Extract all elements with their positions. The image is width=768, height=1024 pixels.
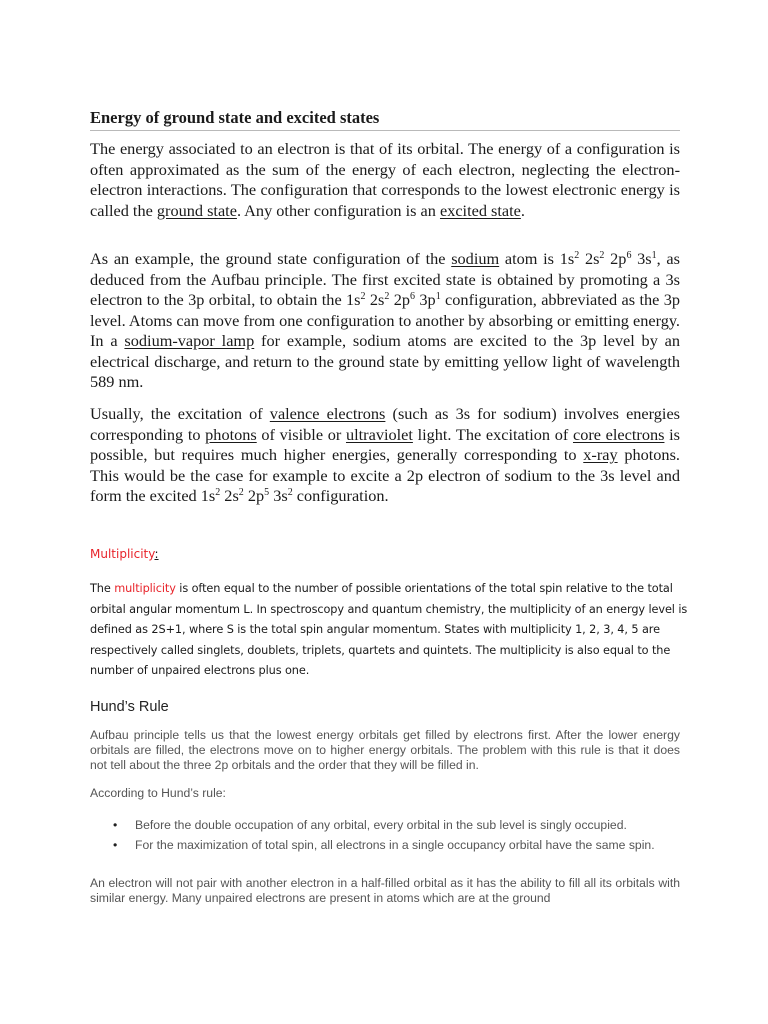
multiplicity-highlight: multiplicity — [114, 582, 176, 595]
section-heading-hunds-rule: Hund’s Rule — [90, 699, 169, 715]
link-excited-state[interactable]: excited state — [439, 200, 521, 220]
multiplicity-heading-word: Multiplicity — [90, 547, 155, 561]
bullet-icon: • — [113, 837, 118, 852]
link-sodium-vapor-lamp[interactable]: sodium-vapor lamp — [124, 331, 255, 350]
section-heading-energy: Energy of ground state and excited states — [90, 108, 680, 131]
link-core-electrons[interactable]: core electrons — [572, 424, 665, 444]
hunds-rule-list — [113, 818, 673, 858]
paragraph-energy-intro: The energy associated to an electron is that of its orbital. The energy of a configuration is often approximated as the sum of the energy of each electron, neglecting the electron-electron interactions. The configuration that corresponds to the lowest electronic energy is called the ground state. Any other configuration is an excited state. — [90, 139, 680, 220]
paragraph-multiplicity: The multiplicity is often equal to the number of possible orientations of the total spin relative to the total orbital angular momentum L. In spectroscopy and quantum chemistry, the multiplicity of an energy level is defined as 2S+1, where S is the total spin angular momentum. States with multiplicity 1, 2, 3, 4, 5 are respectively called singlets, doublets, triplets, quartets and quintets. The multiplicity is also equal to the number of unpaired electrons plus one. — [90, 582, 688, 677]
multiplicity-heading-colon: : — [154, 547, 159, 561]
link-sodium[interactable]: sodium — [451, 249, 500, 268]
link-ground-state[interactable]: ground state — [156, 200, 237, 220]
link-x-ray[interactable]: x-ray — [583, 445, 618, 464]
section-heading-multiplicity — [90, 547, 159, 561]
paragraph-aufbau: Aufbau principle tells us that the lowest energy orbitals get filled by electrons first. After the lower energy orbitals are filled, the electrons move on to higher energy orbitals. The problem with this rule is that it does not tell about the three 2p orbitals and the order that they will be filled in. — [90, 728, 680, 772]
link-photons[interactable]: photons — [205, 424, 257, 444]
paragraph-excitation: Usually, the excitation of valence electrons (such as 3s for sodium) involves energies corresponding to photons of visible or ultraviolet light. The excitation of core electrons is possible, but requires much higher energies, generally corresponding to x-ray photons. This would be the case for example to excite a 2p electron of sodium to the 3s level and form the excited $1s^2$ $2s^2$ $2p^5$ $3s^2$ configuration. — [90, 404, 681, 505]
list-item: • For the maximization of total spin, all electrons in a single occupancy orbital have the same spin. — [113, 837, 655, 852]
paragraph-according-to: According to Hund’s rule: — [90, 786, 226, 800]
paragraph-sodium-example: As an example, the ground state configuration of the sodium atom is $1s^2$ $2s^2$ $2p^6$ $3s^1$, as deduced from the Aufbau principle. The first excited state is obtained by promoting a 3s electron to the 3p orbital, to obtain the $1s^2$ $2s^2$ $2p^6$ $3p^1$ configuration, abbreviated as the 3p level. Atoms can move from one configuration to another by absorbing or emitting energy. In a sodium-vapor lamp for example, sodium atoms are excited to the 3p level by an electrical discharge, and return to the ground state by emitting yellow light of wavelength 589 nm. — [90, 249, 681, 391]
list-item: • Before the double occupation of any orbital, every orbital in the sub level is singly occupied. — [113, 818, 627, 832]
link-valence-electrons[interactable]: valence electrons — [269, 404, 386, 423]
bullet-icon: • — [113, 818, 118, 832]
link-ultraviolet[interactable]: ultraviolet — [345, 424, 413, 444]
paragraph-electron-pairing: An electron will not pair with another electron in a half-filled orbital as it has the ability to fill all its orbitals with similar energy. Many unpaired electrons are present in atoms which are at the ground — [90, 876, 680, 905]
